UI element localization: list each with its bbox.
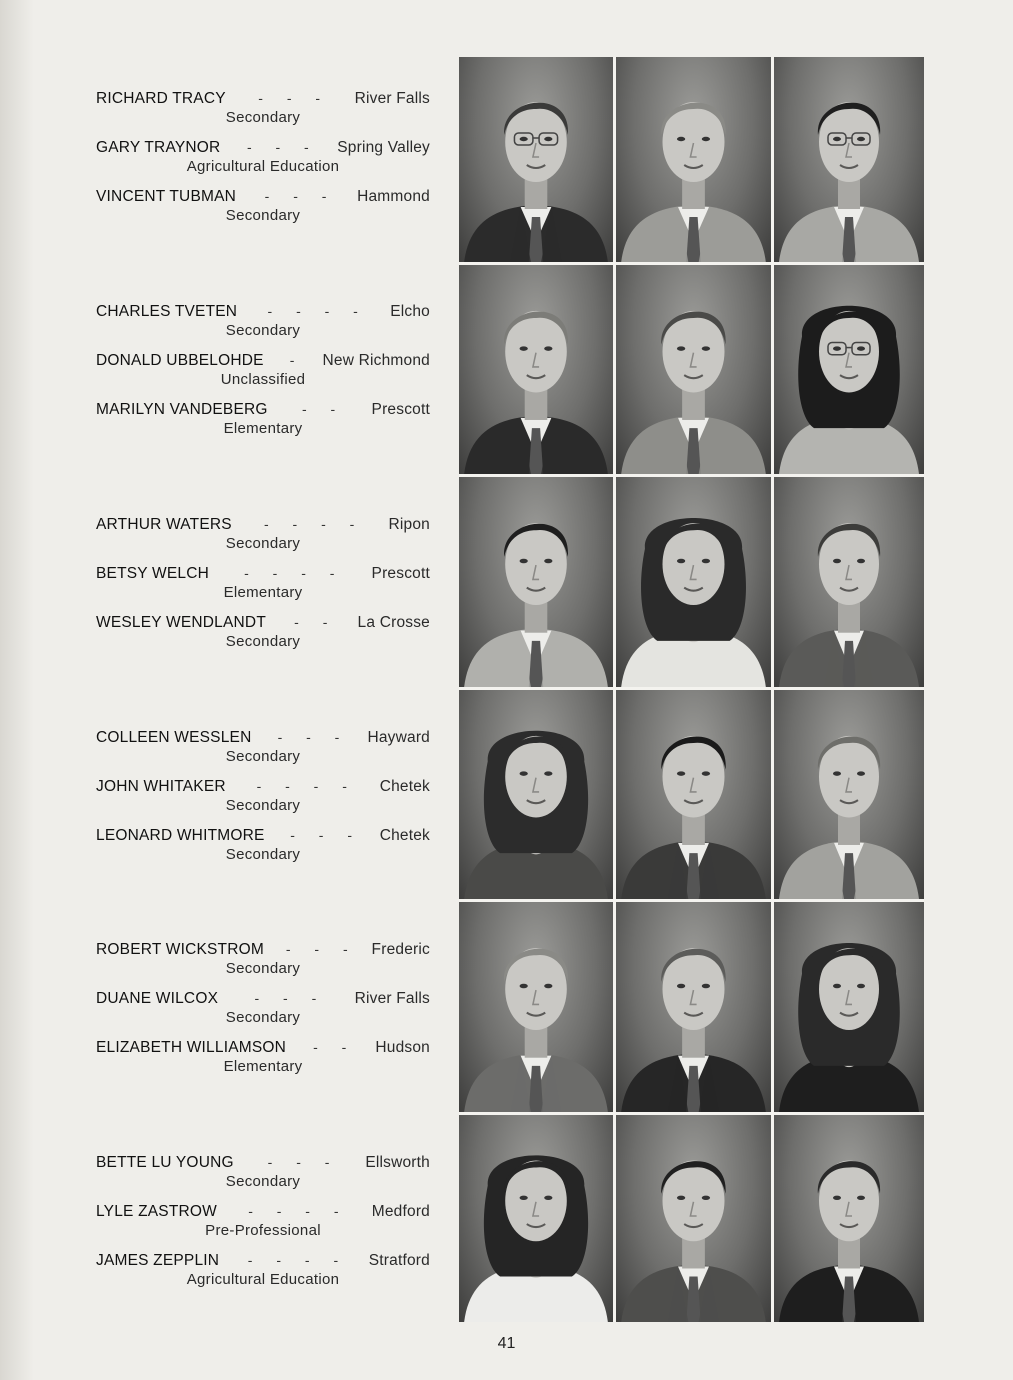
program-of-study: Secondary bbox=[225, 207, 301, 224]
hometown: La Crosse bbox=[357, 614, 430, 631]
leader-dashes: - - - - bbox=[244, 565, 345, 581]
leader-dashes: - - - - bbox=[267, 303, 368, 319]
hometown: Elcho bbox=[390, 303, 430, 320]
leader-dashes: - - - - bbox=[247, 1252, 349, 1268]
program-of-study: Secondary bbox=[225, 960, 301, 977]
portrait-photo bbox=[616, 477, 771, 687]
program-of-study: Elementary bbox=[223, 1058, 303, 1075]
student-entry bbox=[96, 565, 430, 614]
hometown: Ripon bbox=[388, 516, 430, 533]
student-entry bbox=[96, 614, 430, 663]
portrait-photo bbox=[774, 902, 924, 1112]
portrait-illustration bbox=[616, 477, 771, 687]
student-entry bbox=[96, 1039, 430, 1088]
leader-dashes: - - - bbox=[285, 941, 358, 957]
program-of-study: Secondary bbox=[225, 322, 301, 339]
student-entry bbox=[96, 303, 430, 352]
program-of-study: Secondary bbox=[225, 846, 301, 863]
leader-dashes: - - - bbox=[267, 1154, 340, 1170]
leader-dashes: - - bbox=[294, 614, 338, 630]
portrait-illustration bbox=[616, 1115, 771, 1322]
leader-dashes: - bbox=[289, 352, 305, 368]
portrait-photo bbox=[459, 265, 613, 474]
leader-dashes: - - - bbox=[258, 90, 331, 106]
student-name: MARILYN VANDEBERG bbox=[96, 401, 268, 418]
student-entry bbox=[96, 401, 430, 450]
portrait-photo bbox=[459, 1115, 613, 1322]
student-group bbox=[96, 90, 430, 237]
program-of-study: Agricultural Education bbox=[186, 158, 340, 175]
portrait-illustration bbox=[459, 477, 613, 687]
student-name: LEONARD WHITMORE bbox=[96, 827, 265, 844]
program-of-study: Secondary bbox=[225, 797, 301, 814]
student-group bbox=[96, 729, 430, 876]
program-of-study: Secondary bbox=[225, 109, 301, 126]
student-name: COLLEEN WESSLEN bbox=[96, 729, 252, 746]
student-name: ARTHUR WATERS bbox=[96, 516, 232, 533]
hometown: River Falls bbox=[354, 90, 430, 107]
leader-dashes: - - bbox=[301, 401, 346, 417]
portrait-illustration bbox=[616, 902, 771, 1112]
student-name: JOHN WHITAKER bbox=[96, 778, 226, 795]
student-entry bbox=[96, 1154, 430, 1203]
student-group bbox=[96, 303, 430, 450]
portrait-photo bbox=[459, 902, 613, 1112]
portrait-illustration bbox=[774, 477, 924, 687]
portrait-illustration bbox=[774, 265, 924, 474]
student-name: BETSY WELCH bbox=[96, 565, 210, 582]
hometown: River Falls bbox=[354, 990, 430, 1007]
portrait-photo bbox=[774, 477, 924, 687]
leader-dashes: - - - bbox=[254, 990, 327, 1006]
hometown: Prescott bbox=[371, 565, 430, 582]
leader-dashes: - - - bbox=[264, 188, 337, 204]
leader-dashes: - - - - bbox=[263, 516, 365, 532]
hometown: Hayward bbox=[367, 729, 430, 746]
hometown: Chetek bbox=[379, 827, 430, 844]
portrait-illustration bbox=[459, 690, 613, 899]
leader-dashes: - - - bbox=[246, 139, 319, 155]
student-name: BETTE LU YOUNG bbox=[96, 1154, 234, 1171]
student-entry bbox=[96, 941, 430, 990]
portrait-illustration bbox=[459, 902, 613, 1112]
hometown: Chetek bbox=[379, 778, 430, 795]
portrait-illustration bbox=[616, 690, 771, 899]
hometown: Ellsworth bbox=[365, 1154, 430, 1171]
page-binding-shadow bbox=[0, 0, 34, 1380]
portrait-photo bbox=[616, 1115, 771, 1322]
leader-dashes: - - - bbox=[290, 827, 362, 843]
portrait-photo bbox=[616, 902, 771, 1112]
student-name: GARY TRAYNOR bbox=[96, 139, 221, 156]
leader-dashes: - - - - bbox=[248, 1203, 349, 1219]
student-group bbox=[96, 1154, 430, 1301]
portrait-illustration bbox=[459, 265, 613, 474]
student-entry bbox=[96, 188, 430, 237]
hometown: Frederic bbox=[371, 941, 430, 958]
hometown: Medford bbox=[371, 1203, 430, 1220]
portrait-photo bbox=[774, 690, 924, 899]
leader-dashes: - - - - bbox=[256, 778, 357, 794]
portrait-photo bbox=[616, 690, 771, 899]
student-entry bbox=[96, 139, 430, 188]
student-entry bbox=[96, 778, 430, 827]
portrait-illustration bbox=[616, 265, 771, 474]
hometown: Hudson bbox=[375, 1039, 430, 1056]
student-name: CHARLES TVETEN bbox=[96, 303, 238, 320]
student-entry bbox=[96, 990, 430, 1039]
hometown: Stratford bbox=[368, 1252, 430, 1269]
portrait-illustration bbox=[774, 902, 924, 1112]
leader-dashes: - - - bbox=[277, 729, 350, 745]
portrait-photo bbox=[774, 1115, 924, 1322]
student-entry bbox=[96, 827, 430, 876]
student-entry bbox=[96, 729, 430, 778]
student-name: JAMES ZEPPLIN bbox=[96, 1252, 220, 1269]
program-of-study: Secondary bbox=[225, 535, 301, 552]
hometown: Hammond bbox=[357, 188, 430, 205]
student-name: ROBERT WICKSTROM bbox=[96, 941, 264, 958]
portrait-illustration bbox=[616, 57, 771, 262]
program-of-study: Agricultural Education bbox=[186, 1271, 340, 1288]
portrait-illustration bbox=[774, 690, 924, 899]
program-of-study: Elementary bbox=[223, 420, 303, 437]
student-name: DONALD UBBELOHDE bbox=[96, 352, 264, 369]
portrait-grid bbox=[459, 57, 924, 1322]
hometown: Spring Valley bbox=[337, 139, 430, 156]
portrait-illustration bbox=[774, 57, 924, 262]
portrait-photo bbox=[459, 57, 613, 262]
student-name: LYLE ZASTROW bbox=[96, 1203, 217, 1220]
portrait-photo bbox=[774, 57, 924, 262]
portrait-illustration bbox=[459, 57, 613, 262]
student-entry bbox=[96, 516, 430, 565]
portrait-photo bbox=[459, 690, 613, 899]
portrait-photo bbox=[616, 265, 771, 474]
student-entry bbox=[96, 1252, 430, 1301]
hometown: New Richmond bbox=[322, 352, 430, 369]
leader-dashes: - - bbox=[313, 1039, 357, 1055]
student-name: ELIZABETH WILLIAMSON bbox=[96, 1039, 287, 1056]
hometown: Prescott bbox=[371, 401, 430, 418]
program-of-study: Elementary bbox=[223, 584, 303, 601]
portrait-illustration bbox=[774, 1115, 924, 1322]
student-name: VINCENT TUBMAN bbox=[96, 188, 237, 205]
student-name: DUANE WILCOX bbox=[96, 990, 219, 1007]
student-entry bbox=[96, 352, 430, 401]
portrait-photo bbox=[616, 57, 771, 262]
student-group bbox=[96, 941, 430, 1088]
program-of-study: Unclassified bbox=[220, 371, 306, 388]
program-of-study: Secondary bbox=[225, 1173, 301, 1190]
student-name: WESLEY WENDLANDT bbox=[96, 614, 266, 631]
student-group bbox=[96, 516, 430, 663]
program-of-study: Secondary bbox=[225, 1009, 301, 1026]
program-of-study: Secondary bbox=[225, 748, 301, 765]
program-of-study: Secondary bbox=[225, 633, 301, 650]
student-name: RICHARD TRACY bbox=[96, 90, 226, 107]
student-entry bbox=[96, 90, 430, 139]
page-number: 41 bbox=[497, 1335, 516, 1352]
student-entry bbox=[96, 1203, 430, 1252]
portrait-photo bbox=[459, 477, 613, 687]
portrait-photo bbox=[774, 265, 924, 474]
program-of-study: Pre-Professional bbox=[205, 1222, 321, 1239]
portrait-illustration bbox=[459, 1115, 613, 1322]
